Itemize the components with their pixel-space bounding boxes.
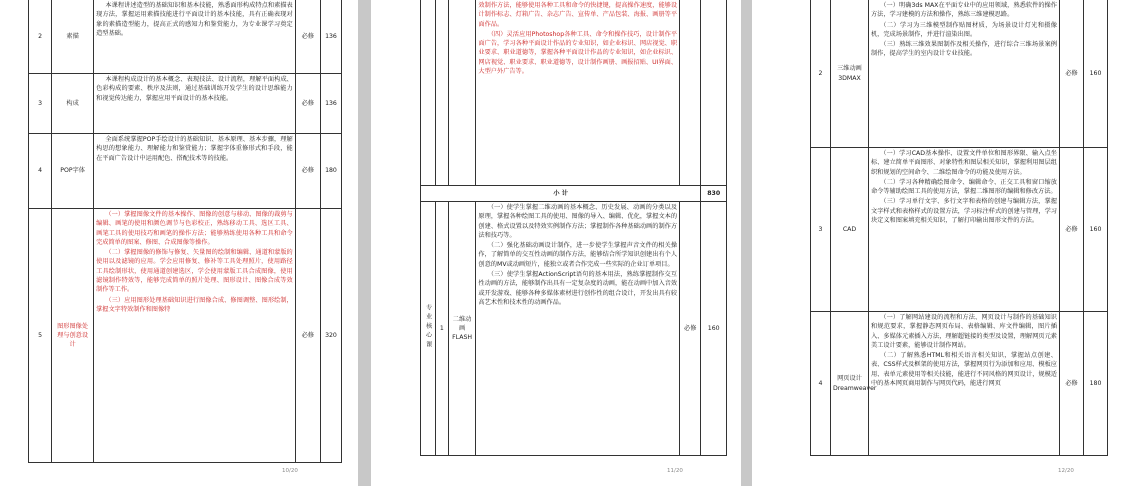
- row-number: 1: [435, 202, 448, 456]
- empty-cell: [435, 0, 448, 186]
- course-description: （一）了解网站建设的流程和方法、网页设计与制作的基础知识和规范要求，掌握静态网页布局、表格编辑、库文件编辑，图片插入、多媒体元素插入方法，理解超链接的类型及设置，理解网页元素美工设计要素，能够设计制作网站。 （二）了解熟悉HTML和相关语言相关知识，掌握站点创建、表、CSS样式及框架的使用方法，掌握网页行为添加和应用、模板应用、表单元素使用等相关技能，能进行不同风格的网页设计，规模适中的基本网页商用制作与网页代码，能进行网页: [869, 312, 1060, 456]
- course-description: 本课程构成设计的基本概念、表现技法、设计流程，理解平面构成、色彩构成的要素、秩序及法则，通过基础训练开发学生的设计思维能力和视觉传达能力，掌握应用平面设计的基本技能。: [94, 74, 296, 134]
- row-number: 4: [811, 312, 831, 456]
- table-row: [29, 134, 342, 209]
- table-row: [29, 74, 342, 134]
- course-description: （一）使学生掌握二维动画的基本概念、历史发展、动画的分类以及原理，掌握各种绘图工具的使用、图像的导入、编辑、优化，掌握文本的创建、格式设置以及特效实例制作方法；掌握制作各种基础动画的制作方法和技巧等。 （二）强化基础动画设计制作，进一步使学生掌握声音文件的相关操作，了解简单的交互性动画的制作方法，能够结合所学知识创建出有个人创意的MV或动画短片，能独立或者合作完成一些实际的企业订单项目。 （三）使学生掌握ActionScript语句的基本用法，熟练掌握制作交互性动画的方法，能够制作出具有一定复杂度的动画，能在动画中加入音效或开发游戏、能够各种多媒体素材进行创作性的组合设计，开发出具有较高艺术性和技术性的动画作品。: [476, 202, 680, 456]
- row-number: 2: [29, 0, 52, 74]
- empty-cell: [680, 0, 701, 186]
- table-row: [29, 0, 342, 74]
- course-name: 素描: [52, 0, 94, 74]
- course-hours: 160: [1084, 0, 1108, 148]
- table-row: [421, 202, 727, 456]
- course-hours: 160: [701, 202, 727, 456]
- course-hours: 136: [320, 0, 341, 74]
- course-hours: 320: [320, 209, 341, 463]
- course-description: 本课程讲述造型的基础知识和基本技能，熟悉面形构成特点和素描表现方法，掌握运用素描技能进行平面设计的基本技能，具有正确表现对象的素描造型能力，提高正式的感知力和鉴赏能力，为专业课学习奠定造型基础。: [94, 0, 296, 74]
- course-name: 二维动画FLASH: [448, 202, 476, 456]
- course-description: （一）掌握图像文件的基本操作、图像的创意与移动、图像的裁剪与编辑、画笔的使用和颜色调节与色彩校正，熟练移动工具、选区工具、画笔工具的使用技巧和画笔的操作方法；能够熟练使用各种工具和命令完成简单的图案、修图、合成图像等操作。 （二）掌握图像的修饰与修复、矢量图的绘制和编辑、通道和蒙版的使用以及滤镜的应用。学会应用修复、修补等工具处理照片，使用路径工具绘制形状，使用通道创建选区，学会使用蒙版工具合成图像，使用滤镜制作特效等，能够完成简单的照片处理、图形设计、图像合成等效制作等工作。 （三）应用图形处理基础知识进行图像合成、修图调整、图形绘制，掌握文字特效制作和图像特: [94, 209, 296, 463]
- empty-cell: [448, 0, 476, 186]
- category-label: 专业核心课: [424, 303, 432, 350]
- course-description: （一）学习CAD基本操作、设置文件单位和图形界限、输入点坐标、建立简单平面图形、对象特性和图层相关知识，掌握利用图层组织和规划的空间命令、二维绘图命令的功能及使用方法。 （二）学习各种精确绘图命令、编辑命令、正交工具和窗口缩放命令等辅助绘图工具的使用方法，掌握二维图形的编辑和修改方法。 （三）学习单行文字、多行文字和表格的创建与编辑方法，掌握文字样式和表格样式的设置方法，学习标注样式的创建与管理，学习块定义和图案填充相关知识，了解打印输出图形文件的方法。: [869, 148, 1060, 312]
- row-number: 2: [811, 0, 831, 148]
- course-table-page-10: [28, 0, 342, 463]
- subtotal-value: 830: [701, 186, 727, 202]
- course-type: 必修: [295, 74, 320, 134]
- course-type: 必修: [680, 202, 701, 456]
- course-table-page-11: [420, 0, 727, 456]
- course-description: 全面系统掌握POP手绘设计的基础知识、基本原理、基本步骤，理解构思的想象能力、理解能力和鉴赏能力；掌握字体重修形式和手段，能在平面广告设计中运用配色、搭配技术等的技能。: [94, 134, 296, 209]
- page-number: 10/20: [282, 468, 298, 474]
- subtotal-row: [421, 186, 727, 202]
- page-number: 11/20: [667, 468, 683, 474]
- document-page-10: [0, 0, 358, 486]
- course-type: 必修: [1060, 148, 1084, 312]
- course-name: 构成: [52, 74, 94, 134]
- course-name: 图形图像处理与创意设计: [52, 209, 94, 463]
- document-page-12: [752, 0, 1121, 486]
- table-row: [811, 0, 1108, 148]
- course-name: 网页设计Dreamweaver: [831, 312, 869, 456]
- course-type: 必修: [295, 209, 320, 463]
- course-type: 必修: [295, 134, 320, 209]
- subtotal-label: 小 计: [421, 186, 701, 202]
- course-table-page-12: [810, 0, 1108, 456]
- course-type: 必修: [1060, 0, 1084, 148]
- document-page-11: [371, 0, 741, 486]
- row-number: 4: [29, 134, 52, 209]
- course-name: 三维动画3DMAX: [831, 0, 869, 148]
- category-cell: [421, 202, 436, 456]
- empty-cell: [701, 0, 727, 186]
- course-hours: 160: [1084, 148, 1108, 312]
- course-hours: 180: [1084, 312, 1108, 456]
- page-number: 12/20: [1058, 468, 1074, 474]
- row-number: 3: [811, 148, 831, 312]
- course-type: 必修: [1060, 312, 1084, 456]
- table-row: [811, 312, 1108, 456]
- row-number: 5: [29, 209, 52, 463]
- table-row: [421, 0, 727, 186]
- course-name: CAD: [831, 148, 869, 312]
- course-description-continued: 效制作方法，能够使用各种工具和命令的快捷键，提高操作速度，能够设计制作标志、灯箱广告、杂志广告、宣传单、产品包装、海报、画册等平面作品。 （四）灵活应用Photoshop各种工具、命令和操作技巧，设计制作平面广告，学习各种平面设计作品的专业知识，如企业标识、网店视觉、职业要求、职业道德等，掌握各种平面设计作品的专业知识，如企业标识、网店视觉、职业要求、职业道德等，设计制作画册、画报招贴、UI界面、大型户外广告等。: [476, 0, 680, 186]
- course-hours: 136: [320, 74, 341, 134]
- row-number: 3: [29, 74, 52, 134]
- empty-cell: [421, 0, 436, 186]
- course-name: POP字体: [52, 134, 94, 209]
- course-description: （一）明确3ds MAX在平面专业中的应用领域，熟悉软件的操作方法，学习建模的方法和操作，熟练三维建模思路。 （二）学习为三维模型制作贴图材质，为场景设计灯光和摄像机，完成场景制作，并进行渲染出图。 （三）熟练三维效果图制作及相关操作，进行综合三维场景案例制作，提高学生的室内设计专业技能。: [869, 0, 1060, 148]
- course-hours: 180: [320, 134, 341, 209]
- table-row: [811, 148, 1108, 312]
- course-type: 必修: [295, 0, 320, 74]
- table-row: [29, 209, 342, 463]
